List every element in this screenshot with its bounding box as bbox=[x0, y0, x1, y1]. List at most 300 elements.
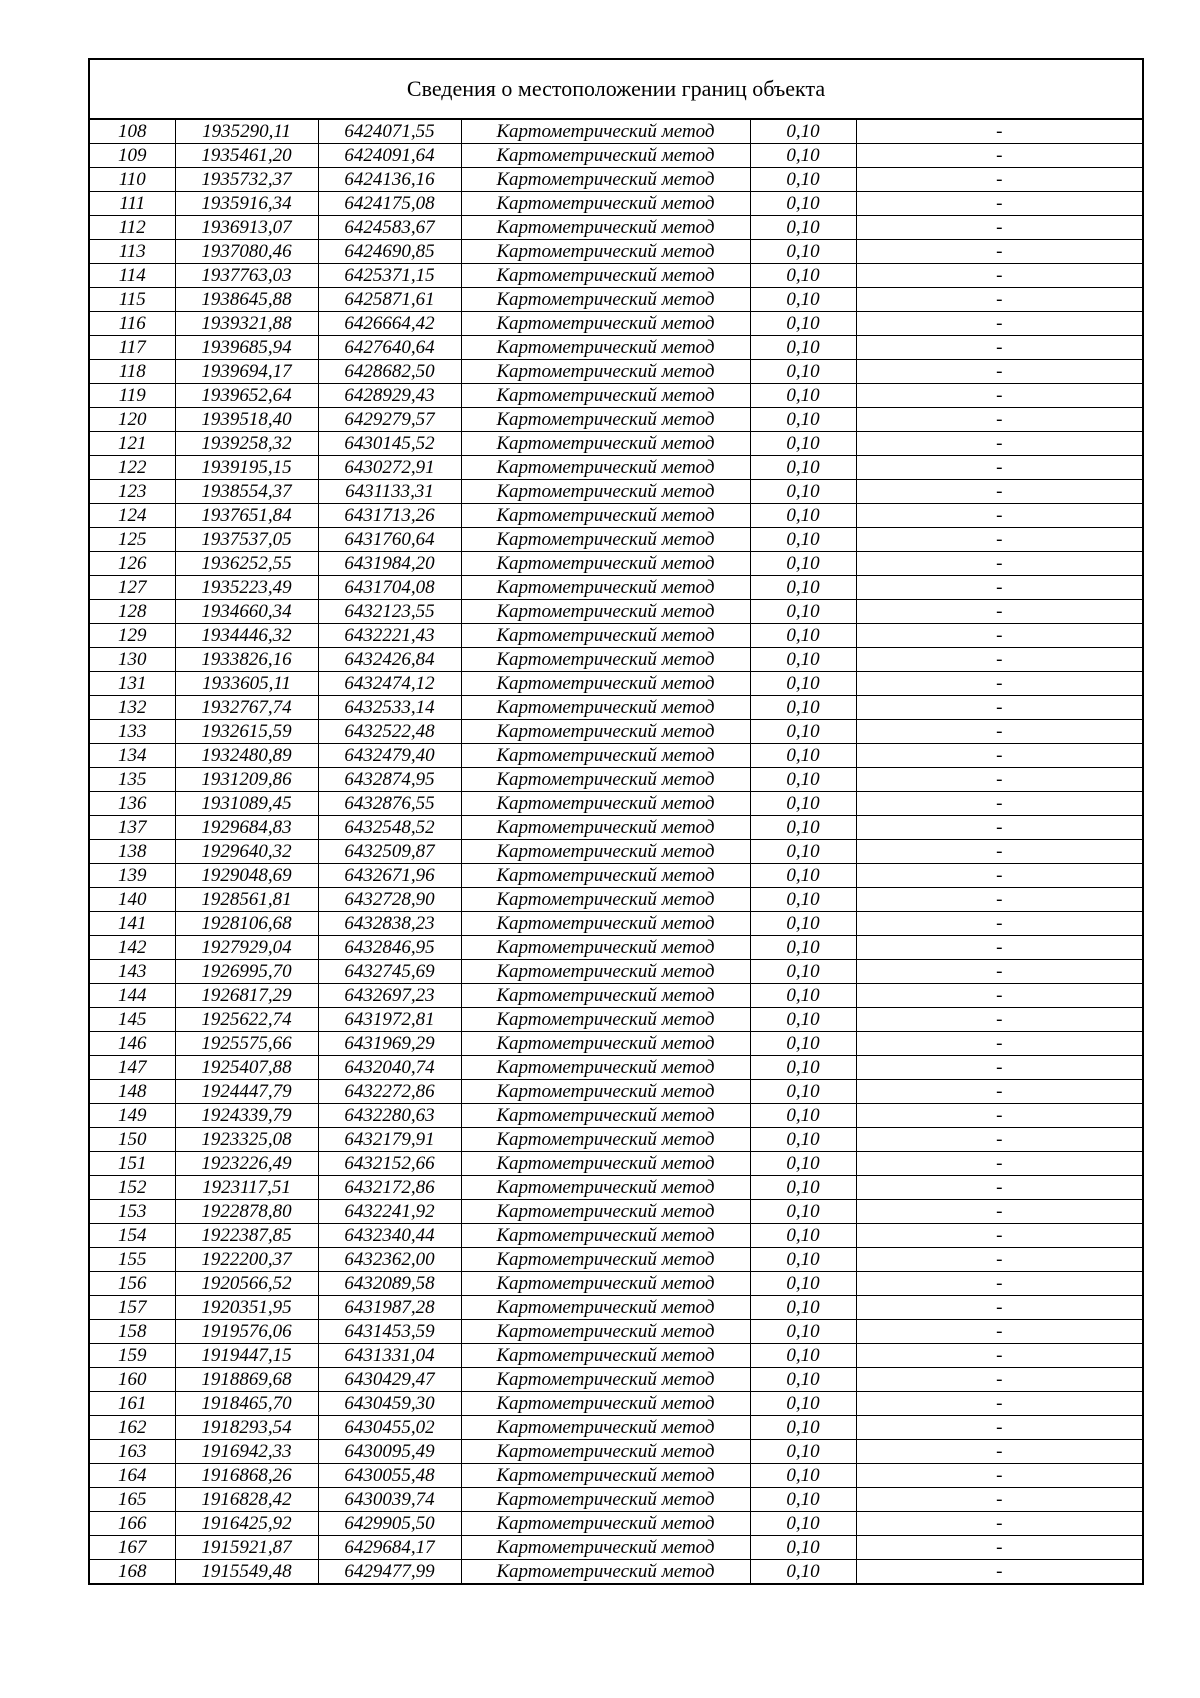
x-coordinate-cell: 1915549,48 bbox=[175, 1560, 318, 1584]
point-number-cell: 140 bbox=[90, 888, 175, 912]
x-coordinate-cell: 1935916,34 bbox=[175, 192, 318, 216]
table-row bbox=[90, 408, 1142, 432]
x-coordinate-cell: 1934660,34 bbox=[175, 600, 318, 624]
table-row bbox=[90, 1272, 1142, 1296]
table-row bbox=[90, 840, 1142, 864]
accuracy-cell: 0,10 bbox=[750, 648, 856, 672]
note-cell: - bbox=[856, 1032, 1142, 1056]
accuracy-cell: 0,10 bbox=[750, 504, 856, 528]
point-number-cell: 157 bbox=[90, 1296, 175, 1320]
accuracy-cell: 0,10 bbox=[750, 984, 856, 1008]
table-row bbox=[90, 768, 1142, 792]
y-coordinate-cell: 6432838,23 bbox=[318, 912, 461, 936]
point-number-cell: 154 bbox=[90, 1224, 175, 1248]
document-sheet bbox=[88, 58, 1144, 1585]
note-cell: - bbox=[856, 480, 1142, 504]
y-coordinate-cell: 6432123,55 bbox=[318, 600, 461, 624]
method-cell: Картометрический метод bbox=[461, 1056, 750, 1080]
table-row bbox=[90, 1392, 1142, 1416]
method-cell: Картометрический метод bbox=[461, 1128, 750, 1152]
accuracy-cell: 0,10 bbox=[750, 1224, 856, 1248]
point-number-cell: 109 bbox=[90, 144, 175, 168]
point-number-cell: 141 bbox=[90, 912, 175, 936]
point-number-cell: 122 bbox=[90, 456, 175, 480]
x-coordinate-cell: 1931089,45 bbox=[175, 792, 318, 816]
accuracy-cell: 0,10 bbox=[750, 1512, 856, 1536]
note-cell: - bbox=[856, 1128, 1142, 1152]
table-row bbox=[90, 1320, 1142, 1344]
x-coordinate-cell: 1935290,11 bbox=[175, 120, 318, 144]
point-number-cell: 126 bbox=[90, 552, 175, 576]
note-cell: - bbox=[856, 960, 1142, 984]
note-cell: - bbox=[856, 1176, 1142, 1200]
table-row bbox=[90, 144, 1142, 168]
note-cell: - bbox=[856, 1512, 1142, 1536]
accuracy-cell: 0,10 bbox=[750, 744, 856, 768]
table-row bbox=[90, 432, 1142, 456]
point-number-cell: 108 bbox=[90, 120, 175, 144]
y-coordinate-cell: 6431704,08 bbox=[318, 576, 461, 600]
method-cell: Картометрический метод bbox=[461, 768, 750, 792]
accuracy-cell: 0,10 bbox=[750, 672, 856, 696]
note-cell: - bbox=[856, 1272, 1142, 1296]
note-cell: - bbox=[856, 240, 1142, 264]
table-row bbox=[90, 192, 1142, 216]
note-cell: - bbox=[856, 768, 1142, 792]
note-cell: - bbox=[856, 840, 1142, 864]
y-coordinate-cell: 6429684,17 bbox=[318, 1536, 461, 1560]
x-coordinate-cell: 1939685,94 bbox=[175, 336, 318, 360]
method-cell: Картометрический метод bbox=[461, 864, 750, 888]
accuracy-cell: 0,10 bbox=[750, 1080, 856, 1104]
method-cell: Картометрический метод bbox=[461, 1176, 750, 1200]
note-cell: - bbox=[856, 120, 1142, 144]
y-coordinate-cell: 6432280,63 bbox=[318, 1104, 461, 1128]
method-cell: Картометрический метод bbox=[461, 264, 750, 288]
y-coordinate-cell: 6431984,20 bbox=[318, 552, 461, 576]
method-cell: Картометрический метод bbox=[461, 480, 750, 504]
table-row bbox=[90, 696, 1142, 720]
method-cell: Картометрический метод bbox=[461, 528, 750, 552]
point-number-cell: 150 bbox=[90, 1128, 175, 1152]
coordinates-table bbox=[90, 120, 1142, 1583]
method-cell: Картометрический метод bbox=[461, 1320, 750, 1344]
accuracy-cell: 0,10 bbox=[750, 144, 856, 168]
note-cell: - bbox=[856, 384, 1142, 408]
point-number-cell: 168 bbox=[90, 1560, 175, 1584]
y-coordinate-cell: 6424136,16 bbox=[318, 168, 461, 192]
accuracy-cell: 0,10 bbox=[750, 120, 856, 144]
x-coordinate-cell: 1939195,15 bbox=[175, 456, 318, 480]
y-coordinate-cell: 6431453,59 bbox=[318, 1320, 461, 1344]
accuracy-cell: 0,10 bbox=[750, 1416, 856, 1440]
accuracy-cell: 0,10 bbox=[750, 1056, 856, 1080]
x-coordinate-cell: 1935223,49 bbox=[175, 576, 318, 600]
method-cell: Картометрический метод bbox=[461, 360, 750, 384]
x-coordinate-cell: 1916942,33 bbox=[175, 1440, 318, 1464]
y-coordinate-cell: 6430055,48 bbox=[318, 1464, 461, 1488]
accuracy-cell: 0,10 bbox=[750, 960, 856, 984]
table-row bbox=[90, 984, 1142, 1008]
note-cell: - bbox=[856, 1296, 1142, 1320]
note-cell: - bbox=[856, 1320, 1142, 1344]
method-cell: Картометрический метод bbox=[461, 960, 750, 984]
note-cell: - bbox=[856, 696, 1142, 720]
accuracy-cell: 0,10 bbox=[750, 1296, 856, 1320]
note-cell: - bbox=[856, 1536, 1142, 1560]
method-cell: Картометрический метод bbox=[461, 1440, 750, 1464]
table-row bbox=[90, 1416, 1142, 1440]
x-coordinate-cell: 1918293,54 bbox=[175, 1416, 318, 1440]
x-coordinate-cell: 1924447,79 bbox=[175, 1080, 318, 1104]
method-cell: Картометрический метод bbox=[461, 600, 750, 624]
y-coordinate-cell: 6432745,69 bbox=[318, 960, 461, 984]
y-coordinate-cell: 6431969,29 bbox=[318, 1032, 461, 1056]
table-row bbox=[90, 528, 1142, 552]
table-row bbox=[90, 504, 1142, 528]
accuracy-cell: 0,10 bbox=[750, 528, 856, 552]
x-coordinate-cell: 1920351,95 bbox=[175, 1296, 318, 1320]
note-cell: - bbox=[856, 672, 1142, 696]
y-coordinate-cell: 6432533,14 bbox=[318, 696, 461, 720]
method-cell: Картометрический метод bbox=[461, 1032, 750, 1056]
note-cell: - bbox=[856, 1248, 1142, 1272]
x-coordinate-cell: 1937080,46 bbox=[175, 240, 318, 264]
point-number-cell: 138 bbox=[90, 840, 175, 864]
point-number-cell: 128 bbox=[90, 600, 175, 624]
point-number-cell: 148 bbox=[90, 1080, 175, 1104]
x-coordinate-cell: 1918465,70 bbox=[175, 1392, 318, 1416]
x-coordinate-cell: 1928106,68 bbox=[175, 912, 318, 936]
accuracy-cell: 0,10 bbox=[750, 1344, 856, 1368]
table-row bbox=[90, 1248, 1142, 1272]
table-row bbox=[90, 912, 1142, 936]
method-cell: Картометрический метод bbox=[461, 1200, 750, 1224]
x-coordinate-cell: 1925407,88 bbox=[175, 1056, 318, 1080]
table-row bbox=[90, 1128, 1142, 1152]
method-cell: Картометрический метод bbox=[461, 216, 750, 240]
x-coordinate-cell: 1928561,81 bbox=[175, 888, 318, 912]
note-cell: - bbox=[856, 1416, 1142, 1440]
accuracy-cell: 0,10 bbox=[750, 792, 856, 816]
table-row bbox=[90, 720, 1142, 744]
note-cell: - bbox=[856, 1080, 1142, 1104]
method-cell: Картометрический метод bbox=[461, 1464, 750, 1488]
y-coordinate-cell: 6430429,47 bbox=[318, 1368, 461, 1392]
point-number-cell: 161 bbox=[90, 1392, 175, 1416]
accuracy-cell: 0,10 bbox=[750, 240, 856, 264]
table-row bbox=[90, 1176, 1142, 1200]
accuracy-cell: 0,10 bbox=[750, 816, 856, 840]
x-coordinate-cell: 1915921,87 bbox=[175, 1536, 318, 1560]
table-row bbox=[90, 648, 1142, 672]
table-row bbox=[90, 1056, 1142, 1080]
point-number-cell: 118 bbox=[90, 360, 175, 384]
note-cell: - bbox=[856, 432, 1142, 456]
y-coordinate-cell: 6432876,55 bbox=[318, 792, 461, 816]
method-cell: Картометрический метод bbox=[461, 288, 750, 312]
table-row bbox=[90, 624, 1142, 648]
method-cell: Картометрический метод bbox=[461, 504, 750, 528]
table-row bbox=[90, 816, 1142, 840]
point-number-cell: 143 bbox=[90, 960, 175, 984]
accuracy-cell: 0,10 bbox=[750, 192, 856, 216]
x-coordinate-cell: 1932615,59 bbox=[175, 720, 318, 744]
method-cell: Картометрический метод bbox=[461, 552, 750, 576]
method-cell: Картометрический метод bbox=[461, 696, 750, 720]
x-coordinate-cell: 1935732,37 bbox=[175, 168, 318, 192]
accuracy-cell: 0,10 bbox=[750, 600, 856, 624]
method-cell: Картометрический метод bbox=[461, 1008, 750, 1032]
y-coordinate-cell: 6431760,64 bbox=[318, 528, 461, 552]
accuracy-cell: 0,10 bbox=[750, 480, 856, 504]
y-coordinate-cell: 6432697,23 bbox=[318, 984, 461, 1008]
note-cell: - bbox=[856, 456, 1142, 480]
point-number-cell: 129 bbox=[90, 624, 175, 648]
x-coordinate-cell: 1936913,07 bbox=[175, 216, 318, 240]
y-coordinate-cell: 6432846,95 bbox=[318, 936, 461, 960]
note-cell: - bbox=[856, 1200, 1142, 1224]
accuracy-cell: 0,10 bbox=[750, 888, 856, 912]
note-cell: - bbox=[856, 1008, 1142, 1032]
point-number-cell: 119 bbox=[90, 384, 175, 408]
x-coordinate-cell: 1939652,64 bbox=[175, 384, 318, 408]
table-row bbox=[90, 1512, 1142, 1536]
table-row bbox=[90, 216, 1142, 240]
y-coordinate-cell: 6430095,49 bbox=[318, 1440, 461, 1464]
accuracy-cell: 0,10 bbox=[750, 1104, 856, 1128]
accuracy-cell: 0,10 bbox=[750, 264, 856, 288]
x-coordinate-cell: 1923226,49 bbox=[175, 1152, 318, 1176]
x-coordinate-cell: 1916425,92 bbox=[175, 1512, 318, 1536]
x-coordinate-cell: 1922200,37 bbox=[175, 1248, 318, 1272]
x-coordinate-cell: 1933826,16 bbox=[175, 648, 318, 672]
accuracy-cell: 0,10 bbox=[750, 1560, 856, 1584]
point-number-cell: 130 bbox=[90, 648, 175, 672]
accuracy-cell: 0,10 bbox=[750, 456, 856, 480]
table-row bbox=[90, 1224, 1142, 1248]
table-row bbox=[90, 1344, 1142, 1368]
x-coordinate-cell: 1937651,84 bbox=[175, 504, 318, 528]
method-cell: Картометрический метод bbox=[461, 744, 750, 768]
method-cell: Картометрический метод bbox=[461, 1152, 750, 1176]
note-cell: - bbox=[856, 1440, 1142, 1464]
x-coordinate-cell: 1938554,37 bbox=[175, 480, 318, 504]
table-row bbox=[90, 312, 1142, 336]
x-coordinate-cell: 1916828,42 bbox=[175, 1488, 318, 1512]
method-cell: Картометрический метод bbox=[461, 1248, 750, 1272]
point-number-cell: 135 bbox=[90, 768, 175, 792]
method-cell: Картометрический метод bbox=[461, 408, 750, 432]
x-coordinate-cell: 1919576,06 bbox=[175, 1320, 318, 1344]
note-cell: - bbox=[856, 888, 1142, 912]
y-coordinate-cell: 6429477,99 bbox=[318, 1560, 461, 1584]
table-row bbox=[90, 672, 1142, 696]
method-cell: Картометрический метод bbox=[461, 672, 750, 696]
accuracy-cell: 0,10 bbox=[750, 552, 856, 576]
note-cell: - bbox=[856, 1224, 1142, 1248]
note-cell: - bbox=[856, 1392, 1142, 1416]
method-cell: Картометрический метод bbox=[461, 1224, 750, 1248]
x-coordinate-cell: 1939321,88 bbox=[175, 312, 318, 336]
point-number-cell: 125 bbox=[90, 528, 175, 552]
point-number-cell: 151 bbox=[90, 1152, 175, 1176]
note-cell: - bbox=[996, 1561, 1003, 1582]
accuracy-cell: 0,10 bbox=[750, 1032, 856, 1056]
point-number-cell: 147 bbox=[90, 1056, 175, 1080]
accuracy-cell: 0,10 bbox=[750, 1464, 856, 1488]
y-coordinate-cell: 6424091,64 bbox=[318, 144, 461, 168]
table-row bbox=[90, 1080, 1142, 1104]
point-number-cell: 137 bbox=[90, 816, 175, 840]
x-coordinate-cell: 1939258,32 bbox=[175, 432, 318, 456]
note-cell: - bbox=[856, 552, 1142, 576]
accuracy-cell: 0,10 bbox=[750, 1248, 856, 1272]
table-row bbox=[90, 384, 1142, 408]
accuracy-cell: 0,10 bbox=[750, 408, 856, 432]
point-number-cell: 156 bbox=[90, 1272, 175, 1296]
note-cell: - bbox=[856, 912, 1142, 936]
method-cell: Картометрический метод bbox=[461, 624, 750, 648]
y-coordinate-cell: 6432362,00 bbox=[318, 1248, 461, 1272]
x-coordinate-cell: 1933605,11 bbox=[175, 672, 318, 696]
method-cell: Картометрический метод bbox=[461, 312, 750, 336]
table-row bbox=[90, 960, 1142, 984]
table-row bbox=[90, 480, 1142, 504]
method-cell: Картометрический метод bbox=[461, 912, 750, 936]
point-number-cell: 111 bbox=[90, 192, 175, 216]
note-cell: - bbox=[856, 720, 1142, 744]
x-coordinate-cell: 1924339,79 bbox=[175, 1104, 318, 1128]
method-cell: Картометрический метод bbox=[461, 888, 750, 912]
y-coordinate-cell: 6432426,84 bbox=[318, 648, 461, 672]
table-row bbox=[90, 576, 1142, 600]
point-number-cell: 120 bbox=[90, 408, 175, 432]
table-row bbox=[90, 288, 1142, 312]
note-cell: - bbox=[856, 1104, 1142, 1128]
point-number-cell: 146 bbox=[90, 1032, 175, 1056]
table-row bbox=[90, 1008, 1142, 1032]
method-cell: Картометрический метод bbox=[461, 168, 750, 192]
point-number-cell: 112 bbox=[90, 216, 175, 240]
method-cell: Картометрический метод bbox=[461, 1560, 750, 1584]
note-cell: - bbox=[856, 1488, 1142, 1512]
point-number-cell: 110 bbox=[90, 168, 175, 192]
method-cell: Картометрический метод bbox=[461, 1392, 750, 1416]
accuracy-cell: 0,10 bbox=[750, 1200, 856, 1224]
accuracy-cell: 0,10 bbox=[750, 1272, 856, 1296]
note-cell: - bbox=[856, 624, 1142, 648]
y-coordinate-cell: 6424071,55 bbox=[318, 120, 461, 144]
point-number-cell: 131 bbox=[90, 672, 175, 696]
note-cell: - bbox=[856, 168, 1142, 192]
point-number-cell: 114 bbox=[90, 264, 175, 288]
accuracy-cell: 0,10 bbox=[750, 1320, 856, 1344]
note-cell: - bbox=[856, 1056, 1142, 1080]
note-cell: - bbox=[856, 936, 1142, 960]
point-number-cell: 123 bbox=[90, 480, 175, 504]
y-coordinate-cell: 6432479,40 bbox=[318, 744, 461, 768]
note-cell: - bbox=[856, 1464, 1142, 1488]
point-number-cell: 149 bbox=[90, 1104, 175, 1128]
x-coordinate-cell: 1936252,55 bbox=[175, 552, 318, 576]
y-coordinate-cell: 6430272,91 bbox=[318, 456, 461, 480]
x-coordinate-cell: 1922387,85 bbox=[175, 1224, 318, 1248]
note-cell: - bbox=[856, 1344, 1142, 1368]
method-cell: Картометрический метод bbox=[461, 648, 750, 672]
y-coordinate-cell: 6428929,43 bbox=[318, 384, 461, 408]
accuracy-cell: 0,10 bbox=[750, 384, 856, 408]
method-cell: Картометрический метод bbox=[461, 984, 750, 1008]
point-number-cell: 116 bbox=[90, 312, 175, 336]
accuracy-cell: 0,10 bbox=[750, 1440, 856, 1464]
accuracy-cell: 0,10 bbox=[750, 624, 856, 648]
table-row bbox=[90, 360, 1142, 384]
accuracy-cell: 0,10 bbox=[750, 1536, 856, 1560]
method-cell: Картометрический метод bbox=[461, 936, 750, 960]
y-coordinate-cell: 6431987,28 bbox=[318, 1296, 461, 1320]
point-number-cell: 115 bbox=[90, 288, 175, 312]
y-coordinate-cell: 6432241,92 bbox=[318, 1200, 461, 1224]
accuracy-cell: 0,10 bbox=[750, 1152, 856, 1176]
y-coordinate-cell: 6432728,90 bbox=[318, 888, 461, 912]
x-coordinate-cell: 1916868,26 bbox=[175, 1464, 318, 1488]
point-number-cell: 166 bbox=[90, 1512, 175, 1536]
table-row bbox=[90, 864, 1142, 888]
note-cell: - bbox=[856, 312, 1142, 336]
point-number-cell: 113 bbox=[90, 240, 175, 264]
point-number-cell: 144 bbox=[90, 984, 175, 1008]
method-cell: Картометрический метод bbox=[461, 1512, 750, 1536]
accuracy-cell: 0,10 bbox=[750, 936, 856, 960]
y-coordinate-cell: 6430455,02 bbox=[318, 1416, 461, 1440]
y-coordinate-cell: 6431331,04 bbox=[318, 1344, 461, 1368]
x-coordinate-cell: 1925575,66 bbox=[175, 1032, 318, 1056]
note-cell: - bbox=[856, 864, 1142, 888]
table-row bbox=[90, 1152, 1142, 1176]
method-cell: Картометрический метод bbox=[461, 816, 750, 840]
table-row bbox=[90, 1104, 1142, 1128]
table-row bbox=[90, 456, 1142, 480]
point-number-cell: 162 bbox=[90, 1416, 175, 1440]
y-coordinate-cell: 6431713,26 bbox=[318, 504, 461, 528]
x-coordinate-cell: 1926817,29 bbox=[175, 984, 318, 1008]
y-coordinate-cell: 6432671,96 bbox=[318, 864, 461, 888]
table-row bbox=[90, 1560, 1142, 1584]
method-cell: Картометрический метод bbox=[461, 120, 750, 144]
point-number-cell: 117 bbox=[90, 336, 175, 360]
point-number-cell: 153 bbox=[90, 1200, 175, 1224]
y-coordinate-cell: 6432272,86 bbox=[318, 1080, 461, 1104]
y-coordinate-cell: 6427640,64 bbox=[318, 336, 461, 360]
accuracy-cell: 0,10 bbox=[750, 432, 856, 456]
x-coordinate-cell: 1927929,04 bbox=[175, 936, 318, 960]
accuracy-cell: 0,10 bbox=[750, 216, 856, 240]
accuracy-cell: 0,10 bbox=[750, 336, 856, 360]
y-coordinate-cell: 6432089,58 bbox=[318, 1272, 461, 1296]
point-number-cell: 155 bbox=[90, 1248, 175, 1272]
point-number-cell: 165 bbox=[90, 1488, 175, 1512]
page-title: Сведения о местоположении границ объекта bbox=[90, 60, 1142, 120]
x-coordinate-cell: 1925622,74 bbox=[175, 1008, 318, 1032]
note-cell: - bbox=[856, 144, 1142, 168]
x-coordinate-cell: 1932767,74 bbox=[175, 696, 318, 720]
table-row bbox=[90, 1488, 1142, 1512]
x-coordinate-cell: 1932480,89 bbox=[175, 744, 318, 768]
point-number-cell: 167 bbox=[90, 1536, 175, 1560]
point-number-cell: 164 bbox=[90, 1464, 175, 1488]
table-row bbox=[90, 240, 1142, 264]
